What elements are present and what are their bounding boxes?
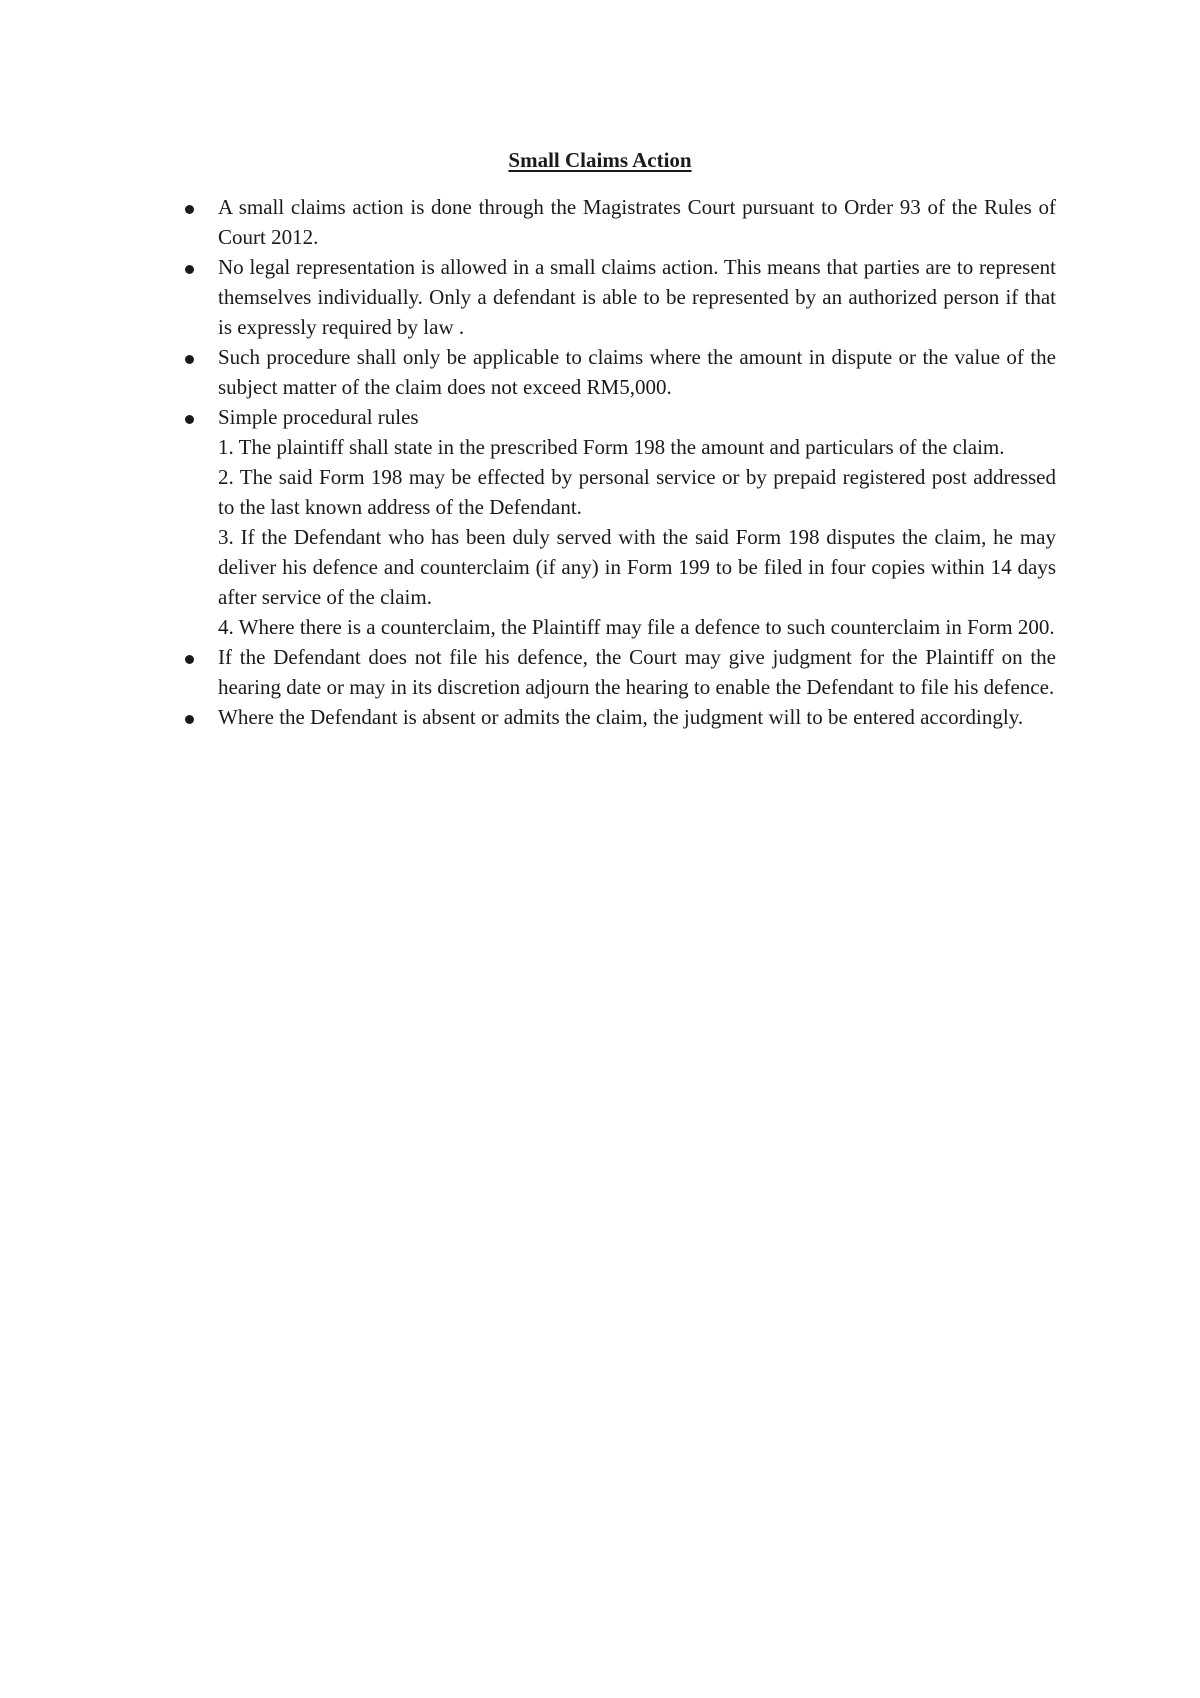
bullet-list bbox=[218, 192, 1056, 732]
procedural-rule-2: 2. The said Form 198 may be effected by personal service or by prepaid registered post addressed to the last known address of the Defendant. bbox=[218, 465, 1056, 519]
list-item-text: Such procedure shall only be applicable to claims where the amount in dispute or the value of the subject matter of the claim does not exceed RM5,000. bbox=[218, 345, 1056, 399]
list-item-text: No legal representation is allowed in a small claims action. This means that parties are to represent themselves individually. Only a defendant is able to be represented by an authorized person if that is expressly required by law . bbox=[218, 255, 1056, 339]
procedural-rule-1: 1. The plaintiff shall state in the prescribed Form 198 the amount and particulars of the claim. bbox=[218, 435, 1005, 459]
bullet-icon bbox=[185, 655, 194, 664]
list-item bbox=[218, 342, 1056, 402]
procedural-rule-3: 3. If the Defendant who has been duly served with the said Form 198 disputes the claim, he may deliver his defence and counterclaim (if any) in Form 199 to be filed in four copies within 14 days after service of the claim. bbox=[218, 525, 1056, 609]
bullet-icon bbox=[185, 265, 194, 274]
list-item bbox=[218, 642, 1056, 702]
bullet-icon bbox=[185, 205, 194, 214]
list-item-text: If the Defendant does not file his defence, the Court may give judgment for the Plaintiff on the hearing date or may in its discretion adjourn the hearing to enable the Defendant to file his defence. bbox=[218, 645, 1056, 699]
procedural-rule-4: 4. Where there is a counterclaim, the Plaintiff may file a defence to such counterclaim in Form 200. bbox=[218, 615, 1055, 639]
list-item bbox=[218, 252, 1056, 342]
list-item bbox=[218, 702, 1056, 732]
bullet-icon bbox=[185, 715, 194, 724]
bullet-icon bbox=[185, 415, 194, 424]
bullet-icon bbox=[185, 355, 194, 364]
list-item-text: Simple procedural rules bbox=[218, 405, 419, 429]
list-item-text: A small claims action is done through the Magistrates Court pursuant to Order 93 of the Rules of Court 2012. bbox=[218, 195, 1056, 249]
list-item bbox=[218, 192, 1056, 252]
list-item bbox=[218, 402, 1056, 642]
list-item-text: Where the Defendant is absent or admits the claim, the judgment will to be entered accordingly. bbox=[218, 705, 1024, 729]
document-title: Small Claims Action bbox=[508, 148, 692, 172]
